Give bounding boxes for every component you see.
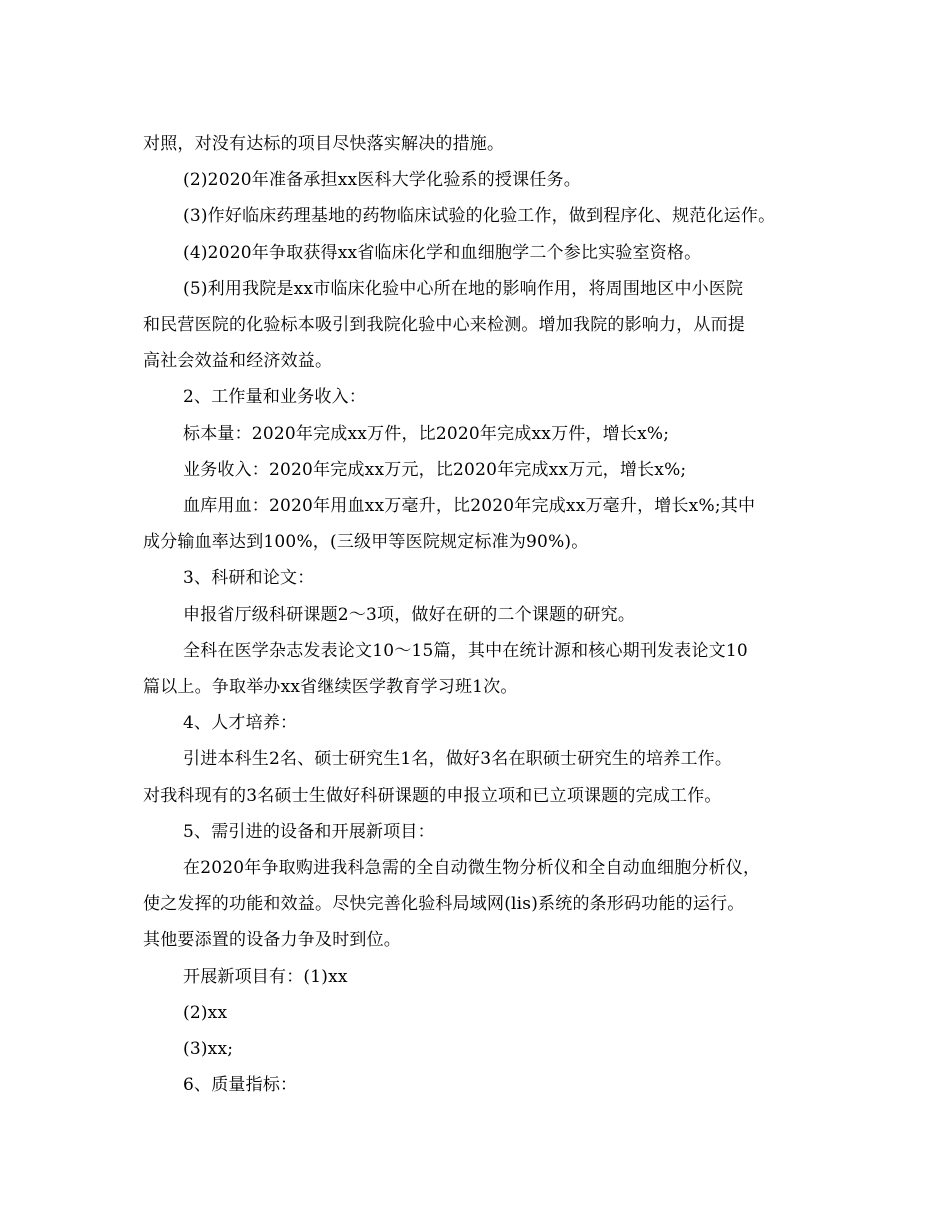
text-line: 3、科研和论文： <box>183 568 315 589</box>
text-line: 在2020年争取购进我科急需的全自动微生物分析仪和全自动血细胞分析仪， <box>183 858 761 879</box>
text-line: 篇以上。争取举办xx省继续医学教育学习班1次。 <box>143 677 518 698</box>
text-line: 6、质量指标： <box>183 1075 298 1096</box>
text-line: 引进本科生2名、硕士研究生1名，做好3名在职硕士研究生的培养工作。 <box>183 749 733 770</box>
text-line: 2、工作量和业务收入： <box>183 387 367 408</box>
text-line: (4)2020年争取获得xx省临床化学和血细胞学二个参比实验室资格。 <box>183 242 702 263</box>
text-line: 5、需引进的设备和开展新项目： <box>183 821 435 842</box>
text-line: (5)利用我院是xx市临床化验中心所在地的影响作用，将周围地区中小医院 <box>183 278 744 299</box>
text-line: 成分输血率达到100%，(三级甲等医院规定标准为90%)。 <box>143 532 589 553</box>
document-body <box>143 126 815 1103</box>
text-line: 和民营医院的化验标本吸引到我院化验中心来检测。增加我院的影响力，从而提 <box>143 315 745 336</box>
text-line: 其他要添置的设备力争及时到位。 <box>143 930 401 951</box>
text-line: 对我科现有的3名硕士生做好科研课题的申报立项和已立项课题的完成工作。 <box>143 785 722 806</box>
text-line: 业务收入：2020年完成xx万元，比2020年完成xx万元，增长x%; <box>183 459 687 480</box>
text-line: (2)xx <box>183 1002 228 1023</box>
text-line: 全科在医学杂志发表论文10～15篇，其中在统计源和核心期刊发表论文10 <box>183 640 748 661</box>
text-line: 对照，对没有达标的项目尽快落实解决的措施。 <box>143 134 505 154</box>
text-line: 血库用血：2020年用血xx万毫升，比2020年完成xx万毫升，增长x%;其中 <box>183 496 756 517</box>
text-line: 使之发挥的功能和效益。尽快完善化验科局域网(lis)系统的条形码功能的运行。 <box>143 894 745 915</box>
text-line: 申报省厅级科研课题2～3项，做好在研的二个课题的研究。 <box>183 604 636 625</box>
text-line: (3)xx; <box>183 1039 234 1060</box>
text-line: (3)作好临床药理基地的药物临床试验的化验工作，做到程序化、规范化运作。 <box>183 206 776 227</box>
text-line: (2)2020年准备承担xx医科大学化验系的授课任务。 <box>183 170 581 191</box>
text-line: 开展新项目有：(1)xx <box>183 966 348 987</box>
text-line: 标本量：2020年完成xx万件，比2020年完成xx万件，增长x%; <box>183 423 670 444</box>
text-line: 高社会效益和经济效益。 <box>143 351 333 372</box>
text-line: 4、人才培养： <box>183 713 298 734</box>
